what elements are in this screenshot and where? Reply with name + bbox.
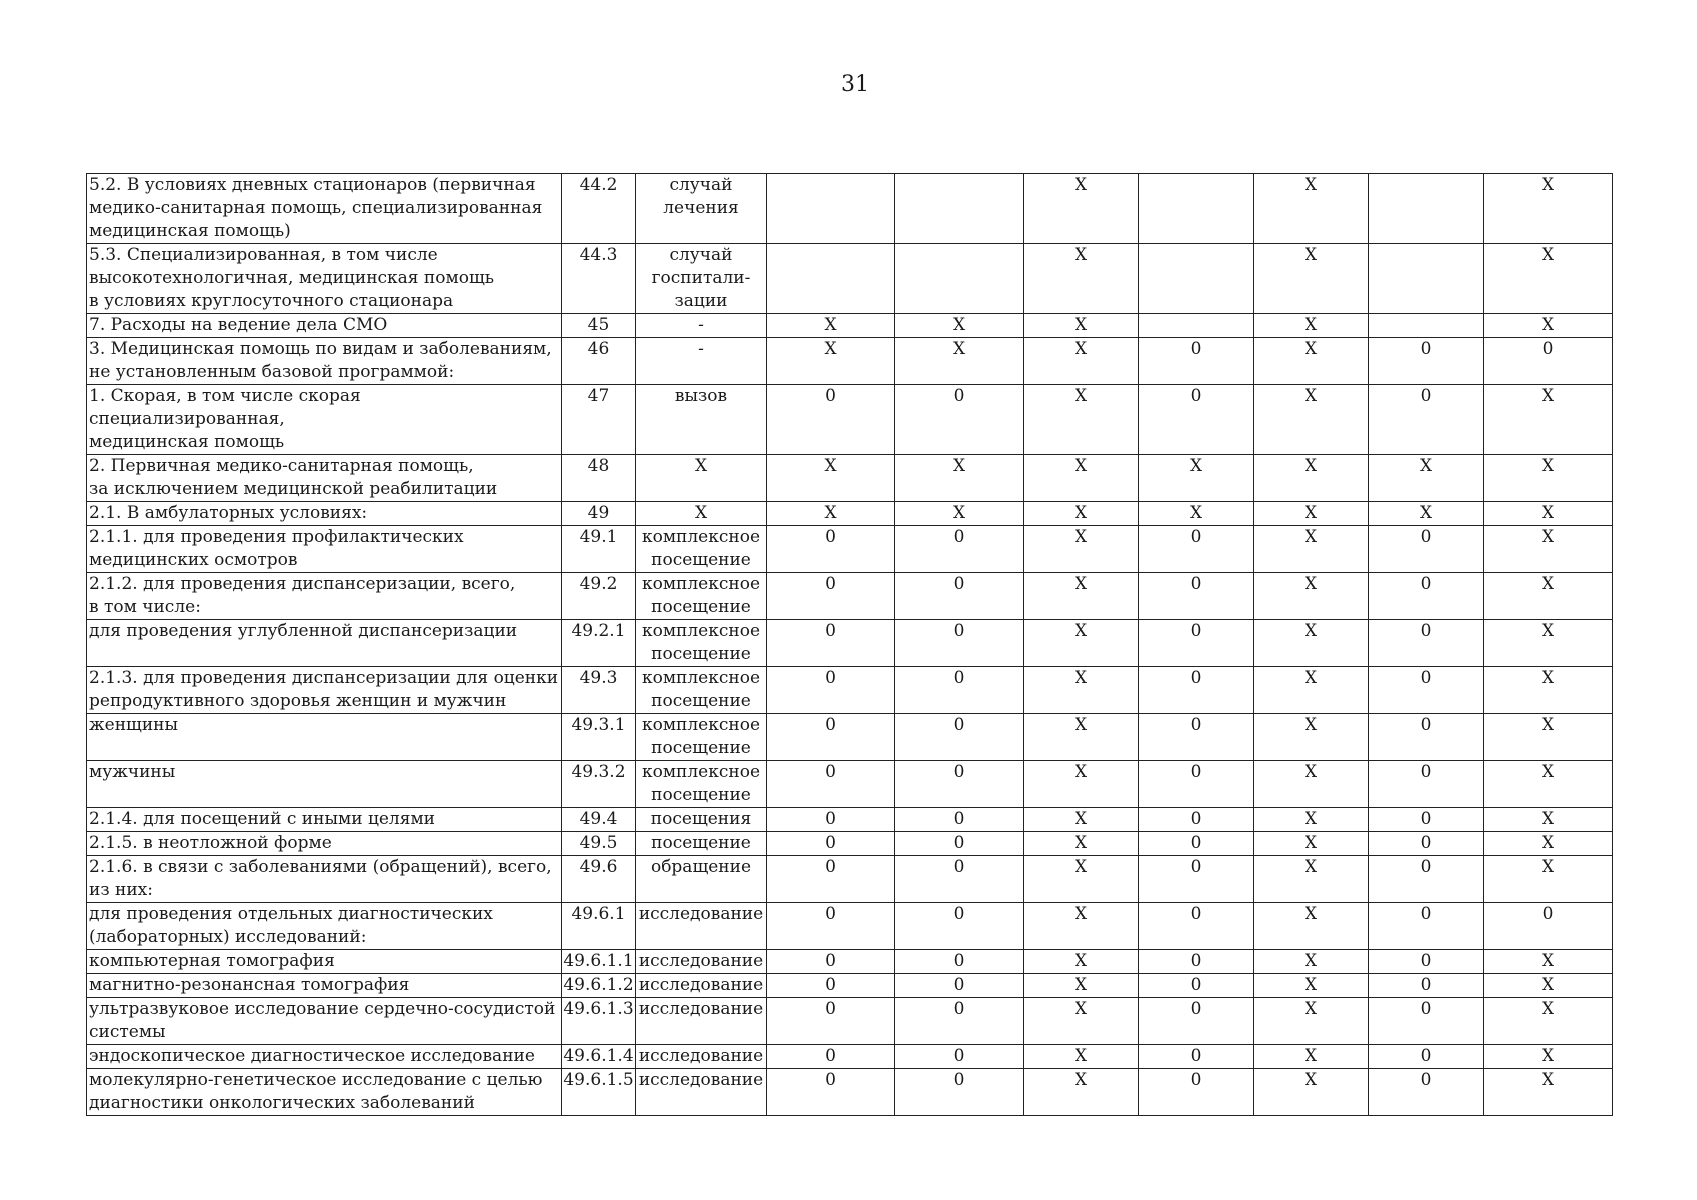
row-unit-cell: X (636, 455, 767, 502)
row-value-cell: X (895, 314, 1024, 338)
row-value-cell: X (1484, 761, 1613, 808)
row-value-cell: 0 (895, 808, 1024, 832)
row-value-cell: X (1024, 761, 1139, 808)
row-name-cell: молекулярно-генетическое исследование с целью диагностики онкологических заболеваний (87, 1069, 562, 1116)
row-value-cell: 0 (767, 385, 895, 455)
row-value-cell (1139, 174, 1254, 244)
row-value-cell: X (1024, 1045, 1139, 1069)
table-row (87, 974, 1613, 998)
row-code-cell: 49.5 (562, 832, 636, 856)
row-value-cell (767, 174, 895, 244)
row-code-cell: 49.6.1.5 (562, 1069, 636, 1116)
row-value-cell (1139, 244, 1254, 314)
table-row (87, 998, 1613, 1045)
row-value-cell: X (1484, 385, 1613, 455)
row-name-cell: 2. Первичная медико-санитарная помощь, за исключением медицинской реабилитации (87, 455, 562, 502)
row-unit-cell: исследование (636, 998, 767, 1045)
row-value-cell: 0 (895, 1045, 1024, 1069)
row-value-cell: 0 (1369, 998, 1484, 1045)
row-value-cell: X (1484, 856, 1613, 903)
row-value-cell: 0 (767, 620, 895, 667)
row-unit-cell: комплексное посещение (636, 714, 767, 761)
row-name-cell: для проведения отдельных диагностических (лабораторных) исследований: (87, 903, 562, 950)
row-value-cell: 0 (1369, 667, 1484, 714)
row-name-cell: мужчины (87, 761, 562, 808)
row-value-cell: X (1254, 314, 1369, 338)
row-value-cell: X (1484, 502, 1613, 526)
row-value-cell: 0 (895, 998, 1024, 1045)
row-value-cell: 0 (1139, 761, 1254, 808)
row-value-cell (767, 244, 895, 314)
row-value-cell: X (1484, 620, 1613, 667)
row-unit-cell: случай госпитали- зации (636, 244, 767, 314)
row-code-cell: 49.3.1 (562, 714, 636, 761)
row-value-cell: X (1484, 526, 1613, 573)
row-value-cell: X (1484, 950, 1613, 974)
row-value-cell: X (1484, 573, 1613, 620)
table-row (87, 903, 1613, 950)
row-value-cell: X (1484, 714, 1613, 761)
row-value-cell: X (1254, 244, 1369, 314)
table-row (87, 856, 1613, 903)
row-name-cell: 2.1.6. в связи с заболеваниями (обращений), всего, из них: (87, 856, 562, 903)
row-name-cell: женщины (87, 714, 562, 761)
row-value-cell: 0 (1139, 998, 1254, 1045)
row-value-cell: 0 (895, 950, 1024, 974)
row-value-cell: X (1024, 244, 1139, 314)
row-unit-cell: случай лечения (636, 174, 767, 244)
row-value-cell: X (1024, 974, 1139, 998)
row-unit-cell: исследование (636, 1069, 767, 1116)
row-value-cell: 0 (1139, 950, 1254, 974)
row-code-cell: 45 (562, 314, 636, 338)
row-code-cell: 49.6.1.4 (562, 1045, 636, 1069)
row-value-cell: 0 (1139, 526, 1254, 573)
table-row (87, 502, 1613, 526)
row-value-cell: X (1024, 998, 1139, 1045)
row-value-cell: 0 (895, 714, 1024, 761)
row-value-cell: X (1484, 174, 1613, 244)
row-value-cell: 0 (1139, 974, 1254, 998)
row-name-cell: 2.1.4. для посещений с иными целями (87, 808, 562, 832)
row-value-cell: 0 (1139, 903, 1254, 950)
row-value-cell: X (767, 338, 895, 385)
row-value-cell: X (1484, 832, 1613, 856)
row-value-cell: 0 (1139, 1069, 1254, 1116)
row-value-cell: 0 (767, 761, 895, 808)
row-code-cell: 49.6 (562, 856, 636, 903)
row-name-cell: компьютерная томография (87, 950, 562, 974)
row-value-cell: X (1484, 667, 1613, 714)
row-code-cell: 47 (562, 385, 636, 455)
row-value-cell: X (1254, 903, 1369, 950)
row-unit-cell: обращение (636, 856, 767, 903)
table-body (87, 174, 1613, 1116)
row-name-cell: 5.3. Специализированная, в том числе высокотехнологичная, медицинская помощь в условиях круглосуточного стационара (87, 244, 562, 314)
row-value-cell: 0 (767, 714, 895, 761)
table-row (87, 950, 1613, 974)
row-value-cell: X (895, 455, 1024, 502)
row-value-cell: 0 (895, 667, 1024, 714)
row-value-cell: X (1024, 714, 1139, 761)
row-value-cell (1139, 314, 1254, 338)
table-row (87, 808, 1613, 832)
row-value-cell: 0 (895, 620, 1024, 667)
row-code-cell: 49.6.1.1 (562, 950, 636, 974)
row-code-cell: 49.3.2 (562, 761, 636, 808)
row-value-cell: 0 (767, 856, 895, 903)
row-name-cell: 2.1.5. в неотложной форме (87, 832, 562, 856)
row-unit-cell: исследование (636, 903, 767, 950)
row-value-cell: 0 (1139, 856, 1254, 903)
row-code-cell: 46 (562, 338, 636, 385)
row-value-cell: 0 (1139, 620, 1254, 667)
row-value-cell: 0 (1369, 950, 1484, 974)
row-value-cell: X (1254, 526, 1369, 573)
row-value-cell: X (895, 502, 1024, 526)
row-value-cell: 0 (1369, 808, 1484, 832)
row-value-cell: 0 (767, 832, 895, 856)
row-code-cell: 44.3 (562, 244, 636, 314)
row-value-cell: X (1254, 856, 1369, 903)
page-number: 31 (841, 72, 869, 97)
row-value-cell (895, 244, 1024, 314)
row-unit-cell: комплексное посещение (636, 667, 767, 714)
row-value-cell: 0 (767, 526, 895, 573)
row-value-cell: X (1254, 455, 1369, 502)
row-unit-cell: комплексное посещение (636, 761, 767, 808)
table-row (87, 620, 1613, 667)
row-value-cell: X (1024, 385, 1139, 455)
row-value-cell: 0 (767, 974, 895, 998)
row-name-cell: ультразвуковое исследование сердечно-сосудистой системы (87, 998, 562, 1045)
row-name-cell: 7. Расходы на ведение дела СМО (87, 314, 562, 338)
row-value-cell: X (1254, 832, 1369, 856)
row-value-cell: X (1024, 338, 1139, 385)
table-row (87, 244, 1613, 314)
row-value-cell: X (1369, 502, 1484, 526)
row-value-cell: X (1024, 950, 1139, 974)
row-value-cell: X (1024, 667, 1139, 714)
row-value-cell: 0 (1484, 338, 1613, 385)
table-row (87, 455, 1613, 502)
table-row (87, 1069, 1613, 1116)
row-unit-cell: исследование (636, 950, 767, 974)
row-value-cell: 0 (895, 526, 1024, 573)
row-value-cell: 0 (767, 1069, 895, 1116)
row-value-cell: X (1484, 974, 1613, 998)
row-value-cell: 0 (1139, 338, 1254, 385)
row-unit-cell: - (636, 338, 767, 385)
row-value-cell: 0 (767, 667, 895, 714)
row-value-cell: X (1254, 1069, 1369, 1116)
row-value-cell: X (1024, 620, 1139, 667)
row-value-cell: X (767, 455, 895, 502)
row-value-cell: X (1484, 1045, 1613, 1069)
row-value-cell: 0 (1369, 526, 1484, 573)
row-value-cell: 0 (1369, 338, 1484, 385)
row-value-cell: X (1254, 620, 1369, 667)
row-value-cell: X (1024, 502, 1139, 526)
row-value-cell: X (1484, 998, 1613, 1045)
data-table (86, 173, 1613, 1116)
row-name-cell: 2.1.3. для проведения диспансеризации для оценки репродуктивного здоровья женщин и мужчин (87, 667, 562, 714)
row-value-cell: X (767, 314, 895, 338)
row-value-cell: X (1254, 174, 1369, 244)
row-value-cell: X (1139, 502, 1254, 526)
row-name-cell: магнитно-резонансная томография (87, 974, 562, 998)
row-value-cell: X (1024, 573, 1139, 620)
row-name-cell: для проведения углубленной диспансеризации (87, 620, 562, 667)
row-value-cell: 0 (895, 761, 1024, 808)
row-value-cell: X (1484, 808, 1613, 832)
row-code-cell: 49.2.1 (562, 620, 636, 667)
row-value-cell: 0 (1369, 903, 1484, 950)
row-value-cell: 0 (1139, 714, 1254, 761)
row-value-cell: X (1254, 761, 1369, 808)
row-value-cell: 0 (1369, 620, 1484, 667)
row-value-cell: X (1254, 808, 1369, 832)
row-value-cell: 0 (1139, 1045, 1254, 1069)
row-value-cell: 0 (1369, 832, 1484, 856)
row-unit-cell: исследование (636, 974, 767, 998)
row-value-cell: 0 (767, 950, 895, 974)
table-row (87, 338, 1613, 385)
row-value-cell (1369, 174, 1484, 244)
row-name-cell: эндоскопическое диагностическое исследование (87, 1045, 562, 1069)
row-unit-cell: - (636, 314, 767, 338)
row-value-cell: 0 (1369, 385, 1484, 455)
row-value-cell: X (1024, 832, 1139, 856)
row-value-cell: 0 (1139, 808, 1254, 832)
row-value-cell: X (1369, 455, 1484, 502)
row-value-cell: 0 (1369, 974, 1484, 998)
row-value-cell: X (767, 502, 895, 526)
row-value-cell: 0 (767, 573, 895, 620)
row-value-cell: 0 (895, 974, 1024, 998)
row-value-cell: 0 (895, 1069, 1024, 1116)
table-row (87, 573, 1613, 620)
row-value-cell: X (1254, 1045, 1369, 1069)
row-value-cell: 0 (767, 998, 895, 1045)
table-row (87, 1045, 1613, 1069)
row-value-cell: X (1024, 808, 1139, 832)
row-code-cell: 49.1 (562, 526, 636, 573)
row-name-cell: 2.1. В амбулаторных условиях: (87, 502, 562, 526)
table-row (87, 714, 1613, 761)
row-value-cell: X (895, 338, 1024, 385)
row-value-cell: X (1254, 950, 1369, 974)
row-value-cell: X (1254, 998, 1369, 1045)
row-value-cell: X (1024, 903, 1139, 950)
row-value-cell: X (1254, 573, 1369, 620)
row-value-cell: 0 (1369, 573, 1484, 620)
row-value-cell: 0 (895, 856, 1024, 903)
row-value-cell: X (1254, 502, 1369, 526)
row-code-cell: 44.2 (562, 174, 636, 244)
row-code-cell: 49.4 (562, 808, 636, 832)
table-row (87, 832, 1613, 856)
table-row (87, 761, 1613, 808)
row-value-cell: 0 (895, 385, 1024, 455)
row-unit-cell: комплексное посещение (636, 620, 767, 667)
table-row (87, 385, 1613, 455)
row-value-cell: 0 (1369, 856, 1484, 903)
row-value-cell: 0 (1369, 1045, 1484, 1069)
row-code-cell: 48 (562, 455, 636, 502)
table-row (87, 667, 1613, 714)
row-code-cell: 49.6.1.3 (562, 998, 636, 1045)
row-value-cell: X (1254, 974, 1369, 998)
row-value-cell: X (1024, 455, 1139, 502)
row-value-cell: X (1484, 314, 1613, 338)
row-code-cell: 49.6.1.2 (562, 974, 636, 998)
row-value-cell: 0 (767, 808, 895, 832)
row-unit-cell: исследование (636, 1045, 767, 1069)
row-name-cell: 3. Медицинская помощь по видам и заболеваниям, не установленным базовой программой: (87, 338, 562, 385)
row-value-cell: 0 (895, 573, 1024, 620)
row-unit-cell: вызов (636, 385, 767, 455)
row-value-cell (1369, 244, 1484, 314)
row-value-cell: X (1254, 338, 1369, 385)
row-value-cell: 0 (895, 903, 1024, 950)
row-value-cell: X (1484, 455, 1613, 502)
row-unit-cell: посещения (636, 808, 767, 832)
row-unit-cell: посещение (636, 832, 767, 856)
row-value-cell (1369, 314, 1484, 338)
table-row (87, 174, 1613, 244)
row-value-cell (895, 174, 1024, 244)
row-code-cell: 49 (562, 502, 636, 526)
row-value-cell: 0 (1369, 1069, 1484, 1116)
row-value-cell: X (1484, 1069, 1613, 1116)
row-value-cell: X (1254, 667, 1369, 714)
row-value-cell: 0 (895, 832, 1024, 856)
row-value-cell: 0 (1369, 761, 1484, 808)
row-value-cell: 0 (1139, 385, 1254, 455)
row-value-cell: 0 (1139, 573, 1254, 620)
row-code-cell: 49.3 (562, 667, 636, 714)
row-value-cell: 0 (1139, 667, 1254, 714)
row-value-cell: 0 (1139, 832, 1254, 856)
row-name-cell: 2.1.2. для проведения диспансеризации, всего, в том числе: (87, 573, 562, 620)
row-name-cell: 1. Скорая, в том числе скорая специализированная, медицинская помощь (87, 385, 562, 455)
row-unit-cell: X (636, 502, 767, 526)
row-value-cell: X (1024, 314, 1139, 338)
row-value-cell: X (1254, 385, 1369, 455)
row-value-cell: 0 (767, 903, 895, 950)
table-row (87, 314, 1613, 338)
row-value-cell: 0 (1369, 714, 1484, 761)
row-value-cell: 0 (1484, 903, 1613, 950)
row-value-cell: 0 (767, 1045, 895, 1069)
table-row (87, 526, 1613, 573)
row-code-cell: 49.6.1 (562, 903, 636, 950)
row-value-cell: X (1484, 244, 1613, 314)
row-code-cell: 49.2 (562, 573, 636, 620)
row-value-cell: X (1024, 174, 1139, 244)
row-unit-cell: комплексное посещение (636, 526, 767, 573)
row-value-cell: X (1024, 526, 1139, 573)
row-value-cell: X (1024, 856, 1139, 903)
row-value-cell: X (1254, 714, 1369, 761)
row-name-cell: 2.1.1. для проведения профилактических медицинских осмотров (87, 526, 562, 573)
row-unit-cell: комплексное посещение (636, 573, 767, 620)
row-value-cell: X (1024, 1069, 1139, 1116)
row-value-cell: X (1139, 455, 1254, 502)
row-name-cell: 5.2. В условиях дневных стационаров (первичная медико-санитарная помощь, специализированная медицинская помощь) (87, 174, 562, 244)
